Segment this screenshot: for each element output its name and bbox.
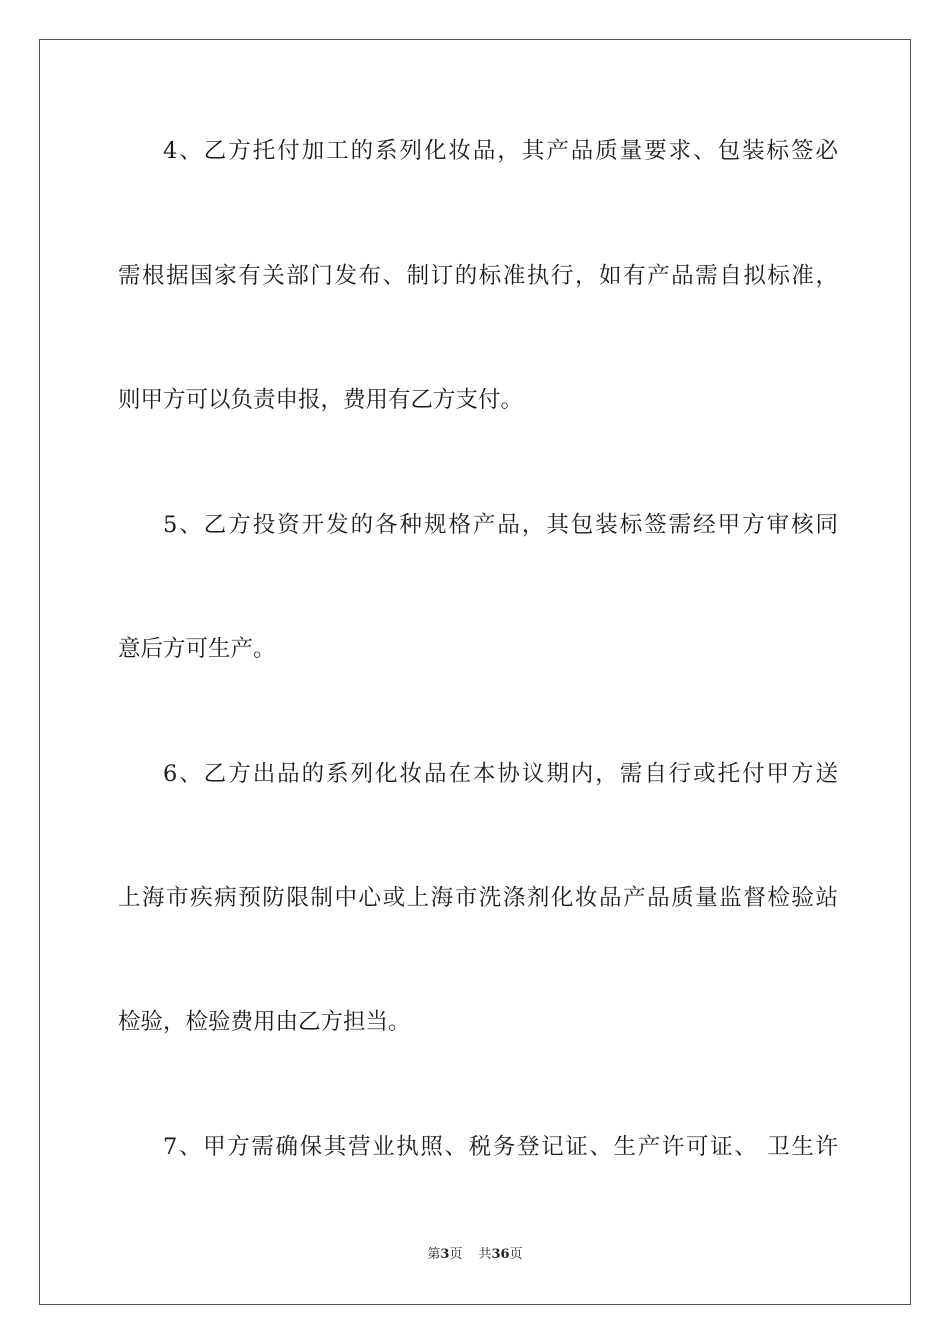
paragraph-7-line-1: 7、甲方需确保其营业执照、税务登记证、生产许可证、 卫生许 [163, 1134, 838, 1160]
footer-total-suffix: 页 [509, 1247, 523, 1262]
paragraph-6-line-2: 上海市疾病预防限制中心或上海市洗涤剂化妆品产品质量监督检验站 [118, 885, 838, 911]
page-border [39, 39, 911, 1305]
paragraph-4-line-1: 4、乙方托付加工的系列化妆品，其产品质量要求、包装标签必 [163, 138, 838, 164]
paragraph-4-line-2: 需根据国家有关部门发布、制订的标准执行，如有产品需自拟标准， [118, 263, 838, 289]
paragraph-4-line-3: 则甲方可以负责申报，费用有乙方支付。 [118, 387, 524, 413]
total-pages-number: 36 [491, 1247, 510, 1262]
footer-page-suffix: 页 [449, 1247, 463, 1262]
paragraph-6-line-3: 检验，检验费用由乙方担当。 [118, 1009, 411, 1035]
paragraph-5-line-1: 5、乙方投资开发的各种规格产品，其包装标签需经甲方审核同 [163, 512, 838, 538]
paragraph-5-line-2: 意后方可生产。 [118, 636, 276, 662]
current-page-number: 3 [440, 1247, 450, 1262]
page-footer [0, 1246, 950, 1264]
paragraph-6-line-1: 6、乙方出品的系列化妆品在本协议期内，需自行或托付甲方送 [163, 761, 838, 787]
footer-total-prefix: 共 [478, 1247, 492, 1262]
footer-prefix: 第 [427, 1247, 441, 1262]
